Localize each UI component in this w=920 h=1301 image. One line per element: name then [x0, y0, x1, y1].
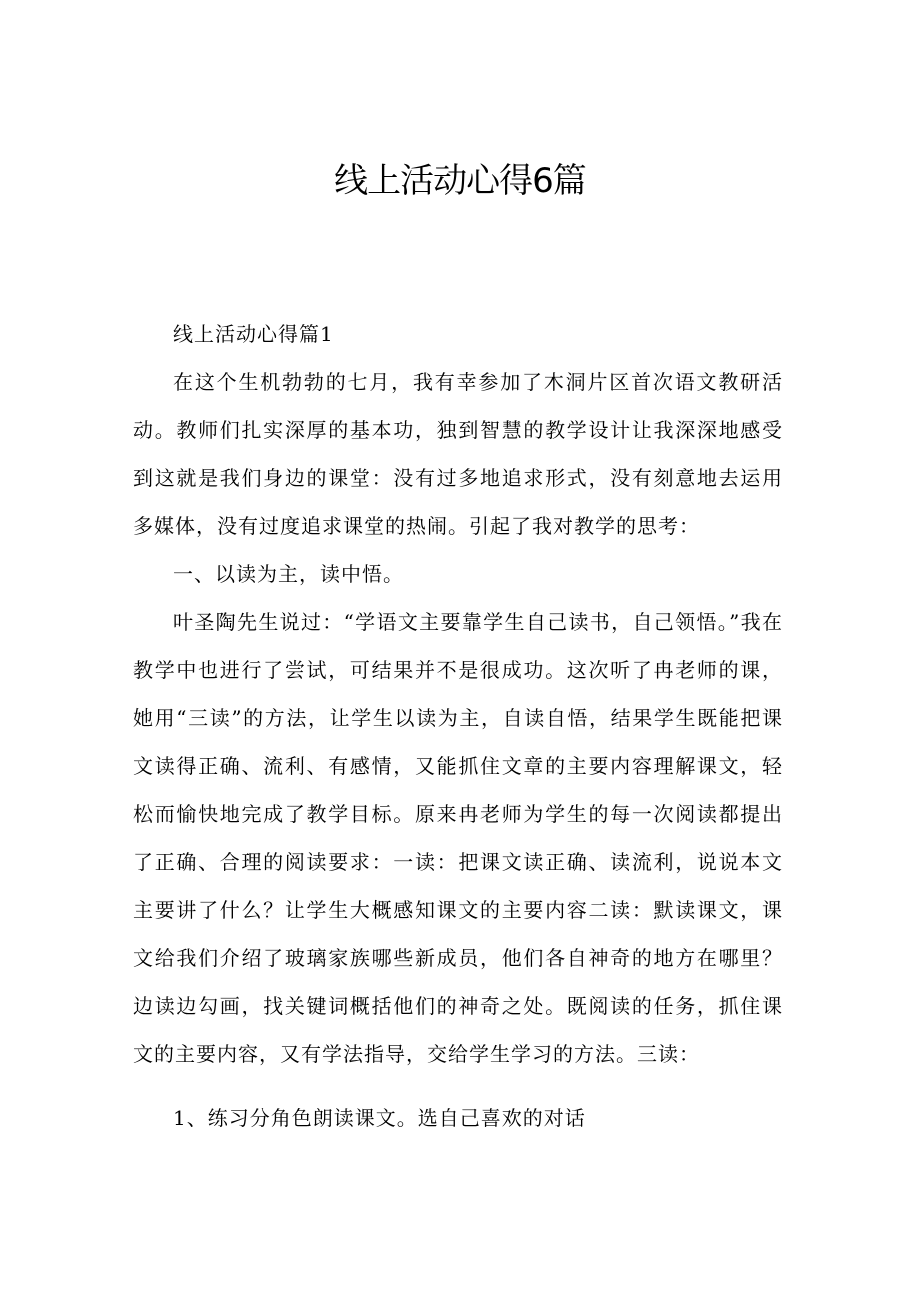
paragraph-reading-method: 叶圣陶先生说过：“学语文主要靠学生自己读书，自己领悟。”我在教学中也进行了尝试，可结果并不是很成功。这次听了冉老师的课，她用“三读”的方法，让学生以读为主，自读自悟，结果学生既能把课文读得正确、流利、有感情，又能抓住文章的主要内容理解课文，轻松而愉快地完成了教学目标。原来冉老师为学生的每一次阅读都提出了正确、合理的阅读要求：一读：把课文读正确、读流利，说说本文主要讲了什么？让学生大概感知课文的主要内容二读：默读课文，课文给我们介绍了玻璃家族哪些新成员，他们各自神奇的地方在哪里？边读边勾画，找关键词概括他们的神奇之处。既阅读的任务，抓住课文的主要内容，又有学法指导，交给学生学习的方法。三读： [133, 610, 783, 1066]
list-item: 1、练习分角色朗读课文。选自己喜欢的对话 [173, 1106, 586, 1130]
document-body [133, 310, 783, 1142]
section-heading: 线上活动心得篇1 [173, 322, 334, 346]
paragraph-intro: 在这个生机勃勃的七月，我有幸参加了木洞片区首次语文教研活动。教师们扎实深厚的基本功，独到智慧的教学设计让我深深地感受到这就是我们身边的课堂：没有过多地追求形式，没有刻意地去运用多媒体，没有过度追求课堂的热闹。引起了我对教学的思考： [133, 370, 783, 538]
document-title: 线上活动心得6篇 [334, 161, 586, 201]
paragraph-point-one: 一、以读为主，读中悟。 [173, 562, 404, 586]
